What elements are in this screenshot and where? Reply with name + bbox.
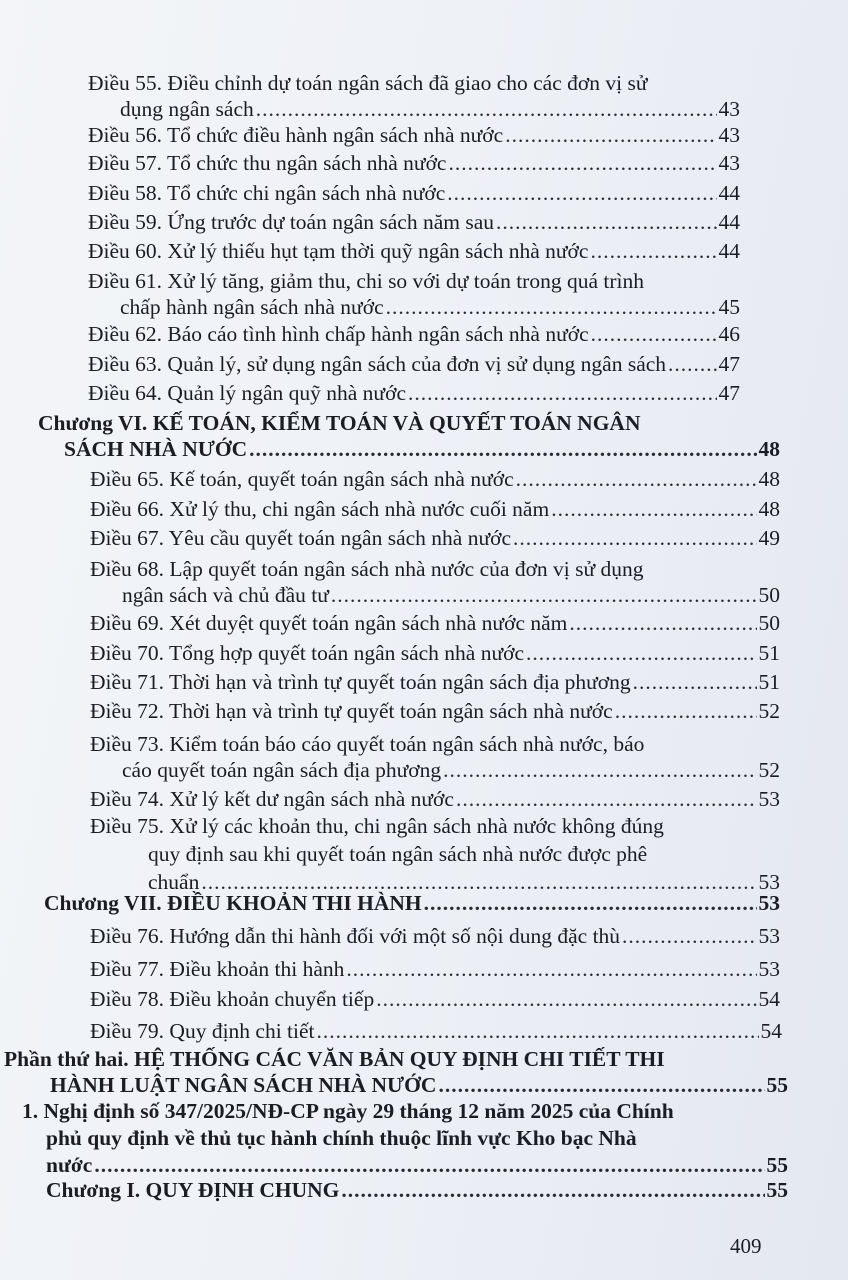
toc-page-number: 53 [758, 870, 780, 894]
toc-page-number: 53 [758, 787, 780, 811]
toc-page-number: 43 [718, 151, 740, 175]
toc-entry [88, 321, 740, 347]
toc-page-number: 50 [758, 611, 780, 635]
toc-chapter-entry [46, 1177, 788, 1203]
toc-entry-title: Điều 67. Yêu cầu quyết toán ngân sách nhà nước [90, 526, 512, 550]
toc-entry [22, 1098, 788, 1179]
dot-leader [569, 610, 756, 636]
dot-leader [376, 986, 756, 1012]
dot-leader [591, 321, 717, 347]
dot-leader [331, 582, 757, 608]
toc-chapter-entry [44, 890, 780, 916]
toc-entry [88, 70, 740, 122]
toc-entry-line: Điều 61. Xử lý tăng, giảm thu, chi so với dự toán trong quá trình [88, 269, 644, 293]
toc-page-number: 55 [766, 1153, 788, 1177]
toc-entry [88, 150, 740, 176]
toc-entry-title: chuẩn [148, 870, 200, 894]
toc-entry [88, 209, 740, 235]
toc-entry [88, 180, 740, 206]
toc-entry-title: ngân sách và chủ đầu tư [122, 583, 329, 607]
dot-leader [346, 956, 756, 982]
toc-entry-title: Điều 60. Xử lý thiếu hụt tạm thời quỹ ngân sách nhà nước [88, 239, 589, 263]
toc-page-number: 46 [718, 322, 740, 346]
toc-entry [90, 640, 780, 666]
dot-leader [341, 1177, 764, 1203]
toc-entry-title: HÀNH LUẬT NGÂN SÁCH NHÀ NƯỚC [50, 1073, 437, 1097]
toc-entry-title: Điều 76. Hướng dẫn thi hành đối với một số nội dung đặc thù [90, 924, 621, 948]
dot-leader [456, 786, 757, 812]
toc-page-number: 44 [718, 210, 740, 234]
toc-entry [88, 268, 740, 320]
toc-page-number: 54 [760, 1019, 782, 1043]
toc-entry-title: Điều 71. Thời hạn và trình tự quyết toán ngân sách địa phương [90, 670, 631, 694]
toc-entry [88, 351, 740, 377]
dot-leader [408, 380, 717, 406]
toc-entry-line: 1. Nghị định số 347/2025/NĐ-CP ngày 29 tháng 12 năm 2025 của Chính [22, 1099, 674, 1123]
toc-entry-title: Điều 78. Điều khoản chuyển tiếp [90, 987, 375, 1011]
dot-leader [424, 890, 757, 916]
toc-entry [90, 669, 780, 695]
toc-entry-title: dụng ngân sách [120, 97, 254, 121]
toc-entry-title: Điều 58. Tổ chức chi ngân sách nhà nước [88, 181, 446, 205]
toc-entry [90, 786, 780, 812]
toc-entry [88, 122, 740, 148]
toc-entry-title: Điều 72. Thời hạn và trình tự quyết toán ngân sách nhà nước [90, 699, 613, 723]
dot-leader [249, 436, 756, 462]
toc-page-number: 48 [758, 437, 780, 461]
toc-entry-line: Điều 68. Lập quyết toán ngân sách nhà nước của đơn vị sử dụng [90, 557, 644, 581]
dot-leader [448, 150, 716, 176]
dot-leader [443, 757, 756, 783]
toc-page-number: 55 [766, 1178, 788, 1202]
toc-entry-title: Điều 63. Quản lý, sử dụng ngân sách của đơn vị sử dụng ngân sách [88, 352, 667, 376]
toc-part-entry [4, 1046, 788, 1098]
toc-page-number: 54 [758, 987, 780, 1011]
toc-entry-line: Phần thứ hai. HỆ THỐNG CÁC VĂN BẢN QUY ĐỊNH CHI TIẾT THI [4, 1047, 665, 1071]
toc-entry-line: Chương VI. KẾ TOÁN, KIỂM TOÁN VÀ QUYẾT TOÁN NGÂN [38, 411, 641, 435]
toc-entry [90, 496, 780, 522]
toc-chapter-entry [38, 410, 780, 462]
toc-entry-title: Điều 74. Xử lý kết dư ngân sách nhà nước [90, 787, 454, 811]
dot-leader [505, 122, 716, 148]
dot-leader [633, 669, 757, 695]
toc-page-number: 50 [758, 583, 780, 607]
toc-entry-title: chấp hành ngân sách nhà nước [120, 295, 384, 319]
toc-entry [90, 1018, 782, 1044]
toc-entry-title: Điều 69. Xét duyệt quyết toán ngân sách nhà nước năm [90, 611, 568, 635]
toc-entry [88, 380, 740, 406]
dot-leader [526, 640, 756, 666]
toc-entry [90, 698, 780, 724]
toc-page-number: 48 [758, 497, 780, 521]
toc-entry-title: Điều 66. Xử lý thu, chi ngân sách nhà nước cuối năm [90, 497, 550, 521]
toc-entry-title: Điều 56. Tổ chức điều hành ngân sách nhà nước [88, 123, 504, 147]
dot-leader [447, 180, 716, 206]
toc-entry-title: Điều 62. Báo cáo tình hình chấp hành ngân sách nhà nước [88, 322, 589, 346]
toc-page-number: 53 [758, 957, 780, 981]
toc-page-number: 51 [758, 641, 780, 665]
toc-entry [90, 525, 780, 551]
dot-leader [317, 1018, 759, 1044]
toc-entry-title: Điều 64. Quản lý ngân quỹ nhà nước [88, 381, 406, 405]
toc-page-number: 53 [758, 924, 780, 948]
page-number: 409 [730, 1234, 762, 1258]
toc-entry-title: Chương VII. ĐIỀU KHOẢN THI HÀNH [44, 891, 422, 915]
toc-entry [90, 556, 780, 608]
dot-leader [438, 1072, 764, 1098]
toc-entry-title: Điều 57. Tổ chức thu ngân sách nhà nước [88, 151, 447, 175]
toc-entry-title: SÁCH NHÀ NƯỚC [64, 437, 248, 461]
toc-entry [90, 923, 780, 949]
toc-page-number: 51 [758, 670, 780, 694]
dot-leader [516, 466, 757, 492]
toc-page-number: 43 [718, 97, 740, 121]
toc-entry [90, 986, 780, 1012]
dot-leader [94, 1152, 764, 1179]
toc-page-number: 45 [718, 295, 740, 319]
toc-entry-line: quy định sau khi quyết toán ngân sách nhà nước được phê [148, 842, 648, 866]
dot-leader [590, 238, 716, 264]
toc-page-number: 55 [766, 1073, 788, 1097]
toc-page-number: 44 [718, 239, 740, 263]
dot-leader [513, 525, 756, 551]
toc-entry-line: Điều 73. Kiểm toán báo cáo quyết toán ngân sách nhà nước, báo [90, 732, 645, 756]
toc-page-number: 52 [758, 699, 780, 723]
toc-entry [90, 610, 780, 636]
toc-page-number: 44 [718, 181, 740, 205]
toc-entry [90, 812, 780, 896]
toc-entry-line: Điều 55. Điều chỉnh dự toán ngân sách đã giao cho các đơn vị sử [88, 71, 648, 95]
toc-entry-title: Điều 79. Quy định chi tiết [90, 1019, 315, 1043]
dot-leader [256, 96, 717, 122]
toc-entry [90, 466, 780, 492]
dot-leader [615, 698, 757, 724]
dot-leader [496, 209, 716, 235]
dot-leader [668, 351, 716, 377]
toc-entry [90, 956, 780, 982]
toc-entry-line: phủ quy định về thủ tục hành chính thuộc lĩnh vực Kho bạc Nhà [46, 1126, 637, 1150]
dot-leader [622, 923, 756, 949]
toc-page-number: 48 [758, 467, 780, 491]
toc-page-number: 53 [758, 891, 780, 915]
toc-page-number: 47 [718, 352, 740, 376]
toc-entry-title: nước [46, 1153, 93, 1177]
toc-entry-title: Điều 59. Ứng trước dự toán ngân sách năm sau [88, 210, 495, 234]
toc-page-number: 47 [718, 381, 740, 405]
toc-page-number: 43 [718, 123, 740, 147]
toc-entry [88, 238, 740, 264]
toc-entry [90, 731, 780, 783]
toc-entry-title: Chương I. QUY ĐỊNH CHUNG [46, 1178, 340, 1202]
toc-entry-title: cáo quyết toán ngân sách địa phương [122, 758, 442, 782]
toc-page-number: 52 [758, 758, 780, 782]
toc-entry-title: Điều 70. Tổng hợp quyết toán ngân sách nhà nước [90, 641, 525, 665]
toc-entry-title: Điều 77. Điều khoản thi hành [90, 957, 345, 981]
toc-entry-title: Điều 65. Kế toán, quyết toán ngân sách nhà nước [90, 467, 514, 491]
toc-page-number: 49 [758, 526, 780, 550]
toc-entry-line: Điều 75. Xử lý các khoản thu, chi ngân sách nhà nước không đúng [90, 814, 664, 838]
dot-leader [386, 294, 717, 320]
dot-leader [551, 496, 756, 522]
